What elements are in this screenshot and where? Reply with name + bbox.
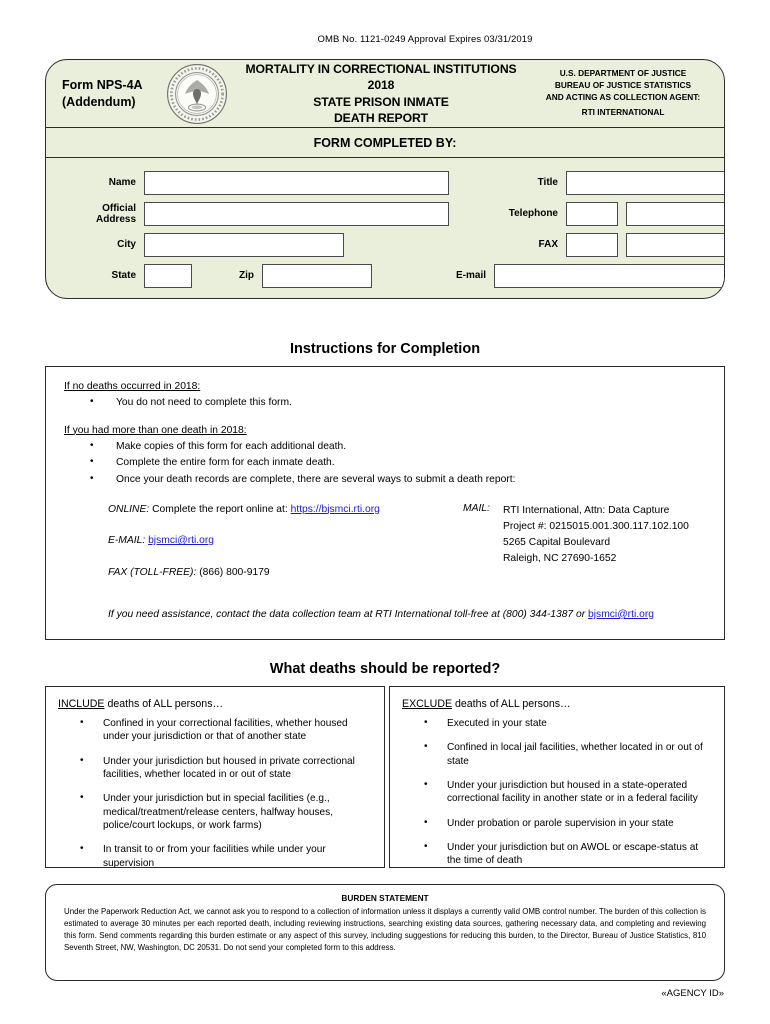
state-label: State (111, 270, 136, 282)
email-method-label: E-MAIL: (108, 535, 146, 547)
state-input[interactable] (144, 264, 192, 288)
list-item: • Under your jurisdiction but housed in a state-operated correctional facility in another state or in a federal facility (424, 779, 714, 806)
form-completed-by-heading: FORM COMPLETED BY: (46, 128, 724, 158)
official-address-label-line2: Address (95, 214, 136, 225)
field-row-city-fax (46, 233, 724, 257)
title-label: Title (537, 177, 558, 189)
include-box (45, 686, 385, 868)
instructions-group1-title: If no deaths occurred in 2018: (64, 381, 201, 392)
mail-address-line-2: Project #: 0215015.001.300.117.102.100 (503, 520, 689, 532)
assistance-text: If you need assistance, contact the data collection team at RTI International toll-free at (800) 344-1387 or (108, 608, 589, 620)
agency-line-3: AND ACTING AS COLLECTION AGENT: (545, 91, 701, 102)
form-number: Form NPS-4A (62, 77, 143, 92)
official-address-input[interactable] (144, 202, 449, 226)
list-item: • Confined in local jail facilities, whether located in or out of state (424, 741, 714, 768)
telephone-label: Telephone (508, 208, 558, 220)
telephone-number-input[interactable] (626, 202, 725, 226)
exclude-box (389, 686, 725, 868)
field-row-name-title (46, 171, 724, 195)
contact-fields (46, 158, 724, 297)
form-title (228, 61, 528, 126)
agency-line-4: RTI INTERNATIONAL (581, 107, 665, 118)
list-item: • Once your death records are complete, there are several ways to submit a death report: (90, 472, 708, 489)
name-label: Name (108, 177, 136, 189)
header-title-row (46, 60, 724, 128)
spacer (64, 412, 708, 425)
exclude-heading-rest: deaths of ALL persons… (452, 698, 571, 710)
name-input[interactable] (144, 171, 449, 195)
fax-number-input[interactable] (626, 233, 725, 257)
submission-electronic (108, 503, 463, 597)
instructions-group2-title: If you had more than one death in 2018: (64, 424, 247, 436)
mail-address-line-1: RTI International, Attn: Data Capture (503, 504, 670, 516)
email-input[interactable] (494, 264, 725, 288)
email-label: E-mail (455, 270, 486, 282)
mail-address-line-4: Raleigh, NC 27690-1652 (503, 552, 617, 564)
zip-input[interactable] (262, 264, 372, 288)
mail-label: MAIL: (463, 502, 490, 514)
online-label: ONLINE: (108, 503, 150, 515)
list-item: • Under your jurisdiction but on AWOL or escape-status at the time of death (424, 841, 714, 868)
list-item: • Confined in your correctional facilities, whether housed under your jurisdiction or that of another state (80, 717, 374, 744)
list-item: • Executed in your state (424, 717, 714, 730)
zip-label: Zip (239, 270, 254, 282)
list-item: • Under probation or parole supervision in your state (424, 817, 714, 830)
form-title-line-3: DEATH REPORT (333, 110, 429, 125)
fax-area-code-input[interactable] (566, 233, 618, 257)
include-keyword: INCLUDE (58, 698, 105, 710)
include-list (58, 717, 374, 870)
list-item: • Make copies of this form for each additional death. (90, 439, 708, 456)
burden-statement-box (45, 884, 725, 981)
agency-line-2: BUREAU OF JUSTICE STATISTICS (554, 79, 692, 90)
fax-method-label: FAX (TOLL-FREE): (108, 566, 197, 578)
official-address-label-line1: Official (102, 202, 136, 214)
form-title-line-1: MORTALITY IN CORRECTIONAL INSTITUTIONS 2018 (245, 62, 517, 93)
form-header-panel (45, 59, 725, 299)
doj-seal-icon (166, 63, 228, 125)
agency-line-1: U.S. DEPARTMENT OF JUSTICE (559, 67, 687, 78)
submission-mail (463, 503, 708, 597)
fax-label: FAX (538, 239, 558, 251)
email-link[interactable]: bjsmci@rti.org (148, 535, 215, 547)
form-title-line-2: STATE PRISON INMATE (313, 94, 449, 109)
online-text: Complete the report online at: (152, 503, 288, 515)
submission-methods (64, 503, 708, 597)
exclude-keyword: EXCLUDE (402, 698, 453, 710)
field-row-address-telephone (46, 202, 724, 226)
form-subtitle: (Addendum) (62, 94, 136, 109)
mail-address-line-3: 5265 Capital Boulevard (503, 536, 611, 548)
instructions-group2-list (64, 439, 708, 489)
assistance-email-link[interactable]: bjsmci@rti.org (588, 608, 654, 620)
include-heading-rest: deaths of ALL persons… (104, 698, 224, 710)
instructions-box (45, 366, 725, 640)
assistance-note (64, 609, 708, 620)
form-identifier (46, 77, 164, 111)
submit-fax (108, 566, 463, 580)
online-link[interactable]: https://bjsmci.rti.org (290, 503, 380, 515)
instructions-group1-list (64, 395, 708, 412)
burden-statement-title: BURDEN STATEMENT (341, 893, 429, 903)
list-item: • Under your jurisdiction but housed in private correctional facilities, whether located in or out of state (80, 755, 374, 782)
telephone-area-code-input[interactable] (566, 202, 618, 226)
burden-statement-text: Under the Paperwork Reduction Act, we cannot ask you to respond to a collection of information unless it displays a currently valid OMB control number. The burden of this collection is estimated to average 30 minutes per each reported death, including reviewing instructions, searching existing data sources, gathering necessary data, and completing and reviewing this form. Send comments regarding this burden estimate or any aspect of this survey, including suggestions for reducing this burden, to the Director, Bureau of Justice Statistics, 810 Seventh Street, NW, Washington, DC 20531. Do not send your completed form to this address. (64, 907, 706, 952)
reportable-heading: What deaths should be reported? (269, 661, 501, 677)
city-input[interactable] (144, 233, 344, 257)
list-item: • In transit to or from your facilities while under your supervision (80, 843, 374, 870)
fax-number: (866) 800-9179 (199, 566, 270, 578)
exclude-heading (402, 698, 714, 710)
list-item: • Complete the entire form for each inmate death. (90, 455, 708, 472)
field-row-state-zip-email (46, 264, 724, 288)
list-item: • Under your jurisdiction but in special facilities (e.g., medical/treatment/release centers, halfway houses, police/court lockups, or work farms) (80, 792, 374, 832)
submit-online (108, 503, 463, 517)
agency-attribution (528, 68, 724, 119)
include-heading (58, 698, 374, 710)
exclude-list (402, 717, 714, 868)
city-label: City (117, 239, 136, 251)
submit-email (108, 534, 463, 548)
official-address-label (46, 203, 136, 226)
instructions-heading: Instructions for Completion (289, 341, 481, 357)
list-item: • You do not need to complete this form. (90, 395, 708, 412)
agency-id-placeholder: «AGENCY ID» (661, 988, 724, 999)
mail-address (503, 503, 689, 597)
omb-notice: OMB No. 1121-0249 Approval Expires 03/31/2019 (317, 34, 533, 45)
title-input[interactable] (566, 171, 725, 195)
